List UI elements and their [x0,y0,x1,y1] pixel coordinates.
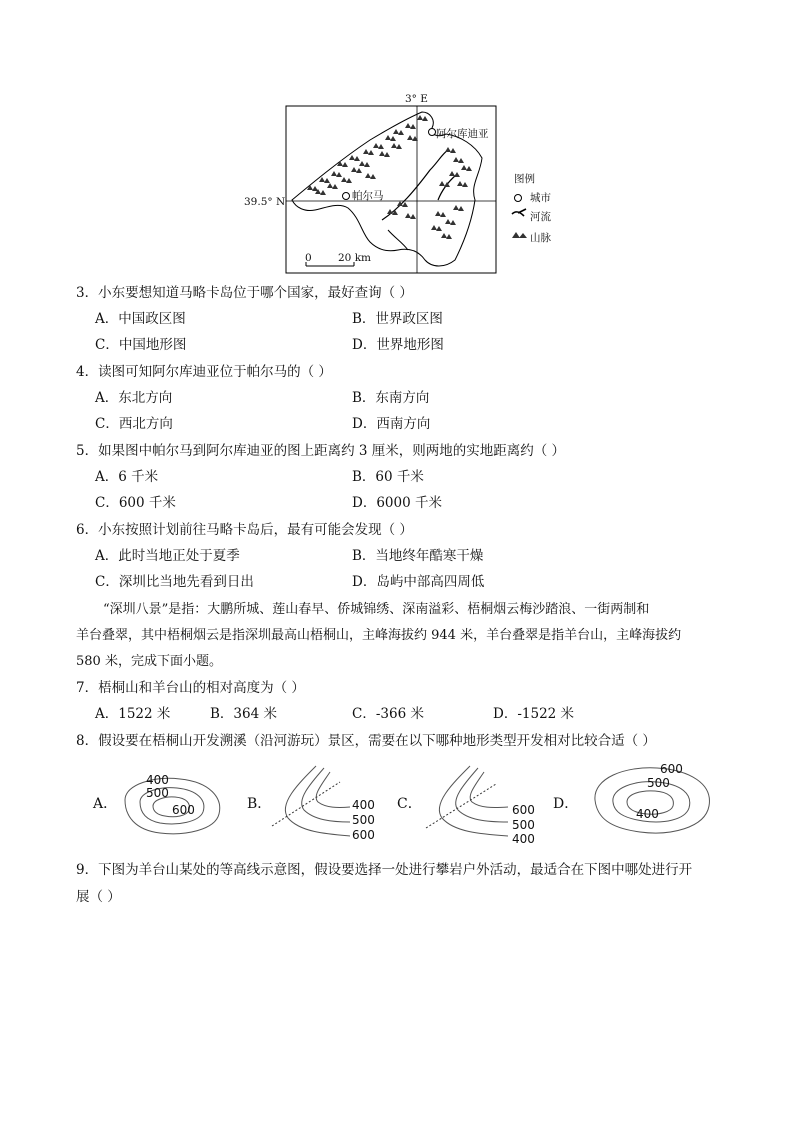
mountain-mark [407,135,413,140]
mountain-mark [405,213,411,218]
mountain-mark [462,182,468,187]
legend-river: 河流 [530,211,551,223]
mountain-mark [457,181,463,186]
longitude-label: 3° E [405,93,428,105]
q4-option-c: C．西北方向 [95,416,173,432]
mountain-mark [379,151,385,156]
a-contour-inner: 600 [172,803,195,817]
mountain-mark [351,167,357,172]
mountain-mark [336,172,342,177]
mountain-mark [454,172,460,177]
mountain-mark [431,225,437,230]
latitude-label: 39.5° N [244,196,286,208]
mountain-mark [453,157,459,162]
question-4: 4．读图可知阿尔库迪亚位于帕尔马的（ ） [76,364,332,380]
legend-city: 城市 [530,192,551,204]
a-contour-mid: 500 [146,786,169,800]
mountain-mark [436,226,442,231]
mountain-mark [349,155,355,160]
passage-line-3: 580 米，完成下面小题。 [76,654,222,669]
mountain-mark [450,148,456,153]
mountain-mark [405,123,411,128]
mountain-mark [385,135,391,140]
mountain-mark [417,115,423,120]
d-contour-mid: 500 [647,776,670,790]
river-legend-icon [512,209,526,216]
q4-option-a: A．东北方向 [95,390,173,406]
mountain-mark [331,171,337,176]
city-west-label: 帕尔马 [352,190,384,202]
mountain-mark [312,186,318,191]
mountain-mark [410,124,416,129]
mountain-mark [359,161,365,166]
mountain-mark [461,165,467,170]
mountain-mark [324,178,330,183]
mountain-mark [346,178,352,183]
mountain-mark [410,214,416,219]
q3-option-c: C．中国地形图 [95,337,187,353]
q7-option-c: C．-366 米 [352,706,424,722]
mountain-mark [449,171,455,176]
mountain-mark [398,130,404,135]
mountain-mark [440,212,446,217]
c-contour-3: 400 [512,832,535,846]
mountain-mark [364,162,370,167]
q3-option-d: D．世界地形图 [352,337,444,353]
q5-option-b: B．60 千米 [352,469,424,485]
legend-title: 图例 [514,173,535,185]
question-3: 3．小东要想知道马略卡岛位于哪个国家，最好查询（ ） [76,285,413,301]
question-8: 8．假设要在梧桐山开发溯溪（沿河游玩）景区，需要在以下哪种地形类型开发相对比较合适（ ） [76,733,656,749]
mountain-mark [368,150,374,155]
city-north-marker [429,129,436,136]
c-contour-1: 600 [512,803,535,817]
mountain-mark [327,183,333,188]
d-contour-outer: 600 [660,762,683,776]
q8-label-d: D． [553,796,579,812]
mountain-mark [320,190,326,195]
mountain-mark [466,166,472,171]
city-legend-icon [515,195,522,202]
q6-option-d: D．岛屿中部高四周低 [352,574,485,590]
mountain-mark [387,209,393,214]
b-contour-1: 400 [352,798,375,812]
mountain-mark [342,162,348,167]
mountain-mark [356,168,362,173]
d-contour-inner: 400 [636,807,659,821]
mountain-mark [445,147,451,152]
mountain-mark [390,136,396,141]
mountain-legend-icon [512,232,527,238]
legend-mountain: 山脉 [530,232,551,244]
q8-label-c: C． [397,796,422,812]
mountain-mark [363,149,369,154]
mountain-mark [458,206,464,211]
scale-zero: 0 [305,252,312,264]
city-north-label: 阿尔库迪亚 [436,128,489,140]
mountain-mark [396,144,402,149]
c-contour-2: 500 [512,818,535,832]
mountain-mark [370,174,376,179]
q4-option-d: D．西南方向 [352,416,431,432]
mountain-mark [373,143,379,148]
q7-option-b: B．364 米 [210,706,277,722]
mountain-mark [458,158,464,163]
mountain-mark [332,184,338,189]
q6-option-a: A．此时当地正处于夏季 [95,548,240,564]
contour-map-c [420,762,520,844]
mountain-mark [391,143,397,148]
q5-option-a: A．6 千米 [95,469,159,485]
question-9-line-1: 9．下图为羊台山某处的等高线示意图，假设要选择一处进行攀岩户外活动，最适合在下图中哪处进行开 [76,862,693,878]
a-contour-outer: 400 [146,773,169,787]
mountain-mark [392,210,398,215]
river-line [382,150,448,220]
mountain-mark [441,233,447,238]
q7-option-a: A．1522 米 [95,706,171,722]
b-contour-2: 500 [352,813,375,827]
q5-option-d: D．6000 千米 [352,495,442,511]
city-west-marker [343,193,350,200]
mountain-mark [450,220,456,225]
q3-option-b: B．世界政区图 [352,311,443,327]
passage-line-2: 羊台叠翠，其中梧桐烟云是指深圳最高山梧桐山，主峰海拔约 944 米，羊台叠翠是指羊台山，主峰海拔约 [76,628,682,643]
mountain-mark [435,211,441,216]
mountain-mark [354,156,360,161]
q7-option-d: D．-1522 米 [493,706,575,722]
q6-option-b: B．当地终年酷寒干燥 [352,548,484,564]
contour-map-d [585,760,720,842]
q5-option-c: C．600 千米 [95,495,176,511]
question-9-line-2: 展（ ） [76,889,121,905]
question-6: 6．小东按照计划前往马略卡岛后，最有可能会发现（ ） [76,522,413,538]
q8-label-b: B． [247,796,272,812]
mountain-mark [422,116,428,121]
mountain-mark [341,177,347,182]
mountain-mark [378,144,384,149]
mountain-mark [439,181,445,186]
q8-label-a: A． [93,796,118,812]
passage-line-1: “深圳八景”是指：大鹏所城、莲山春早、侨城锦绣、深南溢彩、梧桐烟云梅沙踏浪、一街两制和 [103,602,650,617]
mountain-mark [365,173,371,178]
mountain-mark [393,129,399,134]
contour-map-b [268,762,363,844]
scale-km: 20 km [338,252,372,264]
q6-option-c: C．深圳比当地先看到日出 [95,574,254,590]
question-7: 7．梧桐山和羊台山的相对高度为（ ） [76,680,305,696]
mountain-mark [445,219,451,224]
b-contour-3: 600 [352,828,375,842]
q3-option-a: A．中国政区图 [95,311,186,327]
mountain-mark [384,152,390,157]
q4-option-b: B．东南方向 [352,390,430,406]
question-5: 5．如果图中帕尔马到阿尔库迪亚的图上距离约 3 厘米，则两地的实地距离约（ ） [76,443,566,459]
mountain-mark [453,205,459,210]
mountain-mark [446,234,452,239]
